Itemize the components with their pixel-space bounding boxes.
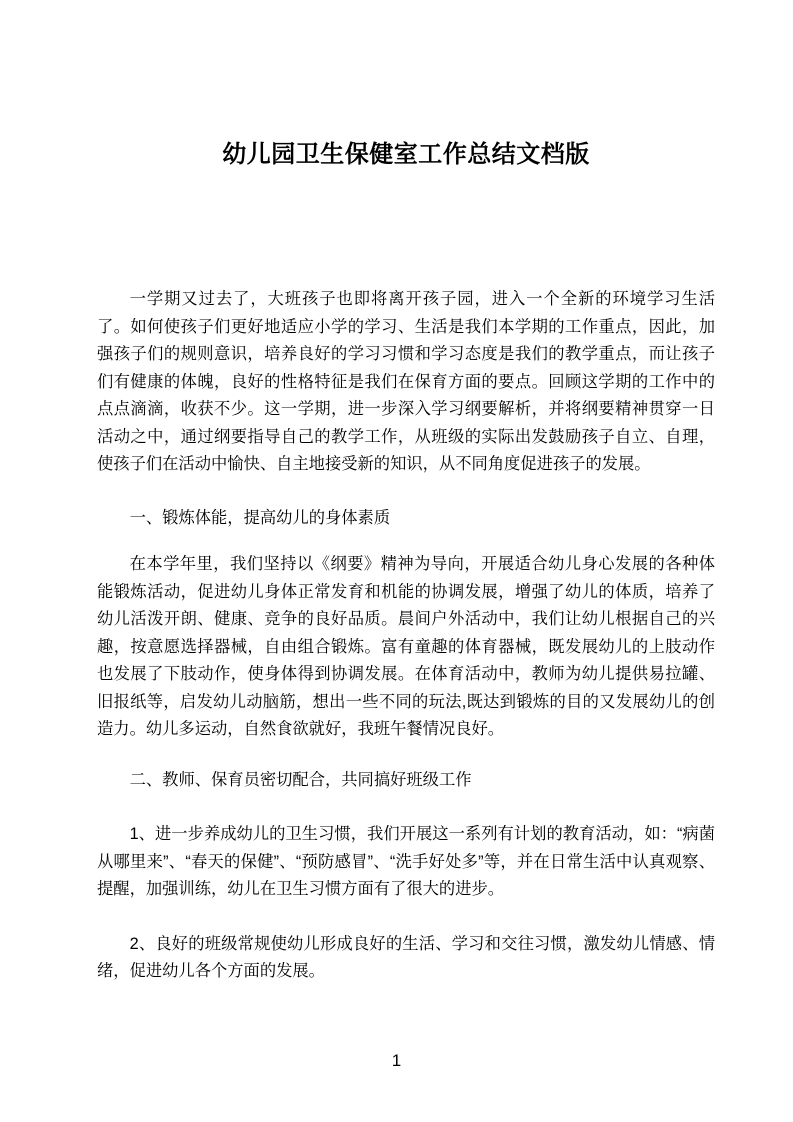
document-body [97,0,715,986]
paragraph-item-1: 1、进一步养成幼儿的卫生习惯，我们开展这一系列有计划的教育活动，如：“病菌从哪里来”、“春天的保健”、“预防感冒”、“洗手好处多”等，并在日常生活中认真观察、提醒，加强训练，幼儿在卫生习惯方面有了很大的进步。 [97,825,715,898]
paragraph-section-1: 在本学年里，我们坚持以《纲要》精神为导向，开展适合幼儿身心发展的各种体能锻炼活动，促进幼儿身体正常发育和机能的协调发展，增强了幼儿的体质，培养了幼儿活泼开朗、健康、竞争的良好品质。晨间户外活动中，我们让幼儿根据自己的兴趣，按意愿选择器械，自由组合锻炼。富有童趣的体育器械，既发展幼儿的上肢动作也发展了下肢动作，使身体得到协调发展。在体育活动中，教师为幼儿提供易拉罐、旧报纸等，启发幼儿动脑筋，想出一些不同的玩法,既达到锻炼的目的又发展幼儿的创造力。幼儿多运动，自然食欲就好，我班午餐情况良好。 [97,555,715,738]
paragraph-intro: 一学期又过去了，大班孩子也即将离开孩子园，进入一个全新的环境学习生活了。如何使孩子们更好地适应小学的学习、生活是我们本学期的工作重点，因此，加强孩子们的规则意识，培养良好的学习习惯和学习态度是我们的教学重点，而让孩子们有健康的体魄，良好的性格特征是我们在保育方面的要点。回顾这学期的工作中的点点滴滴，收获不少。这一学期，进一步深入学习纲要解析，并将纲要精神贯穿一日活动之中，通过纲要指导自己的教学工作，从班级的实际出发鼓励孩子自立、自理，使孩子们在活动中愉快、自主地接受新的知识，从不同角度促进孩子的发展。 [97,290,715,473]
section-heading-2: 二、教师、保育员密切配合，共同搞好班级工作 [129,770,472,789]
paragraph-item-2: 2、良好的班级常规使幼儿形成良好的生活、学习和交往习惯，激发幼儿情感、情绪，促进幼儿各个方面的发展。 [97,934,715,980]
document-title: 幼儿园卫生保健室工作总结文档版 [222,141,590,168]
section-heading-1: 一、锻炼体能，提高幼儿的身体素质 [129,508,391,527]
page-number: 1 [391,1051,402,1070]
